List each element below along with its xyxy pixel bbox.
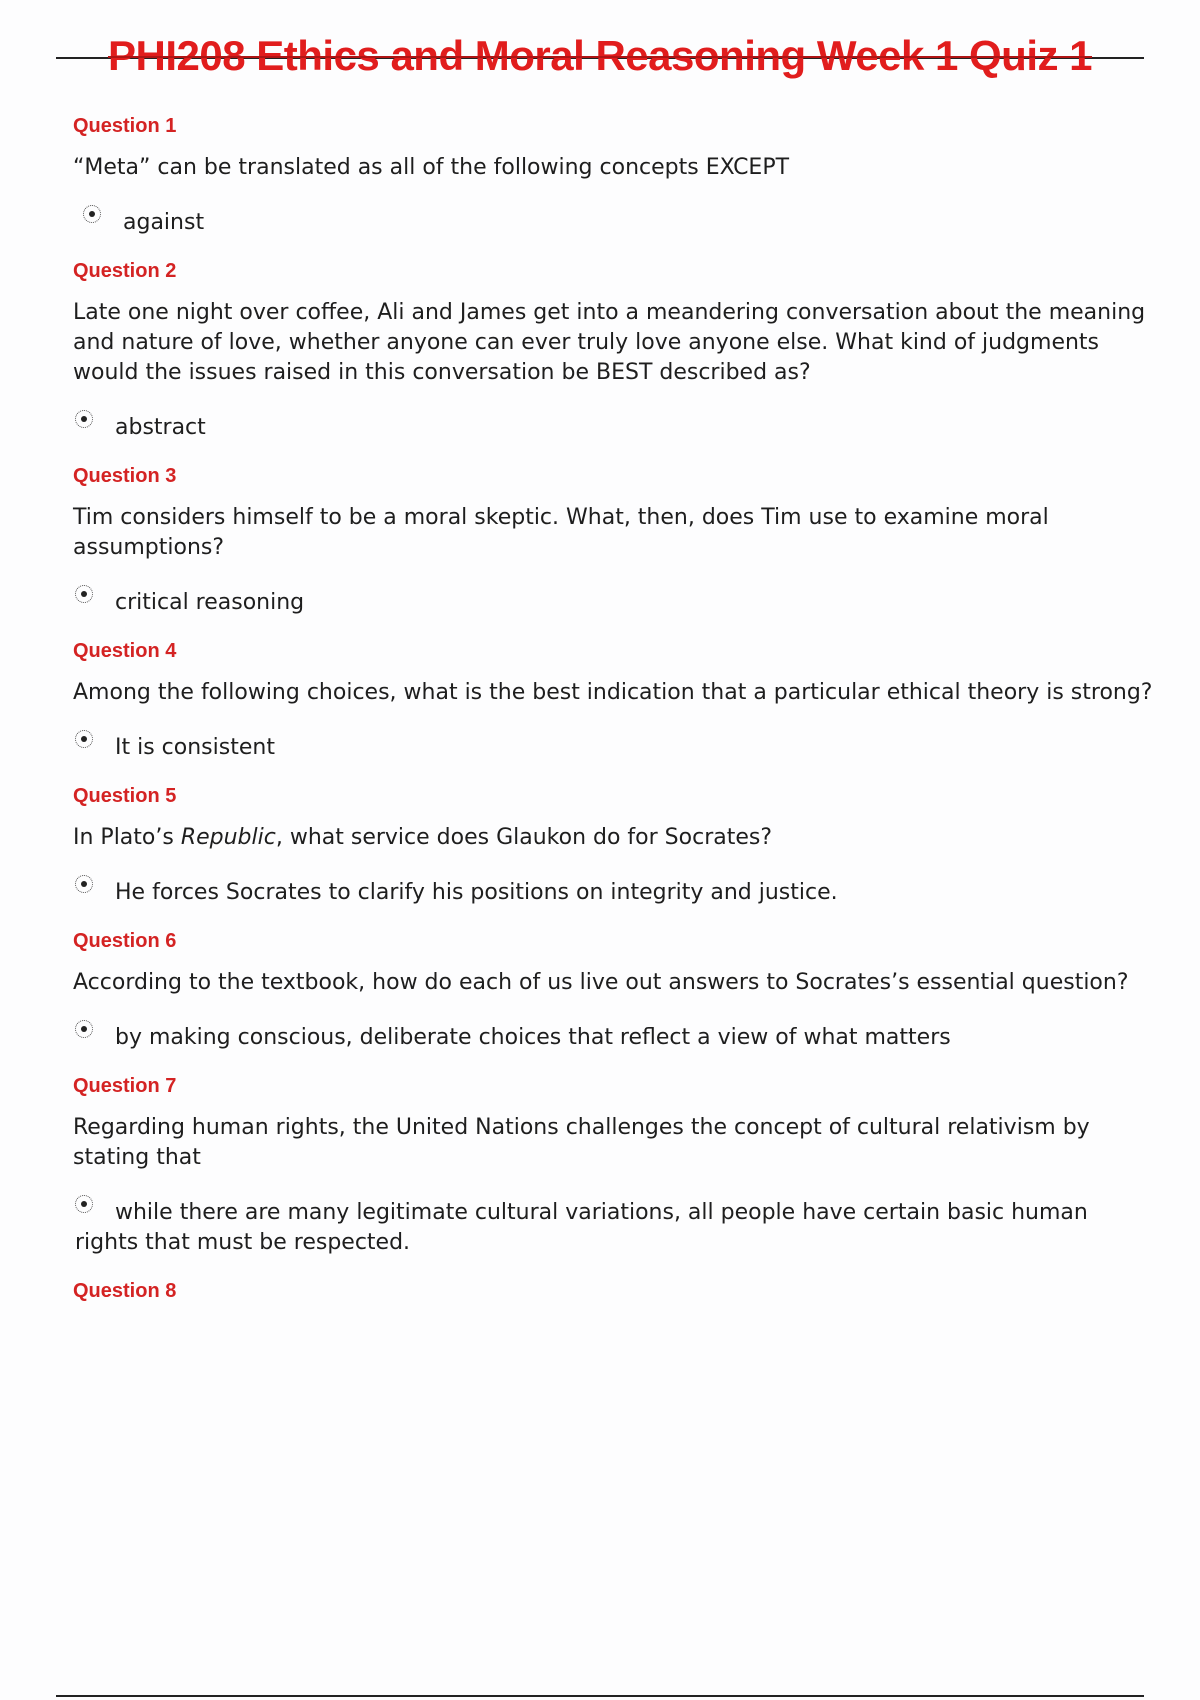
book-title: Republic [180, 825, 276, 850]
answer-text: He forces Socrates to clarify his positions on integrity and justice. [115, 880, 838, 905]
question-text: Regarding human rights, the United Nations challenges the concept of cultural relativism by stating that [73, 1115, 1090, 1170]
question-label: Question 8 [73, 1280, 177, 1302]
radio-selected-icon[interactable] [75, 1195, 93, 1213]
radio-selected-icon[interactable] [75, 875, 93, 893]
answer-text: abstract [115, 415, 206, 440]
radio-selected-icon[interactable] [75, 1020, 93, 1038]
answer-text: against [123, 210, 205, 235]
page-title: PHI208 Ethics and Moral Reasoning Week 1 Quiz 1 [107, 32, 1093, 79]
question-text-part: , what service does Glaukon do for Socrates? [275, 825, 773, 850]
question-label: Question 6 [73, 930, 177, 952]
question-block [73, 1280, 1154, 1302]
bottom-rule [56, 1695, 1144, 1697]
question-text: Late one night over coffee, Ali and James get into a meandering conversation about the meaning and nature of love, whether anyone can ever truly love anyone else. What kind of judgments would the issues raised in this conversation be BEST described as? [73, 300, 1146, 385]
radio-selected-icon[interactable] [75, 730, 93, 748]
radio-selected-icon[interactable] [83, 205, 101, 223]
question-block [73, 1075, 1154, 1258]
question-label: Question 4 [73, 640, 177, 662]
answer-option[interactable] [73, 875, 1154, 908]
question-block [73, 785, 1154, 908]
answer-option[interactable] [73, 585, 1154, 618]
question-label: Question 1 [73, 115, 177, 137]
answer-option[interactable] [73, 1195, 1154, 1258]
question-label: Question 7 [73, 1075, 177, 1097]
question-block [73, 465, 1154, 618]
question-label: Question 2 [73, 260, 177, 282]
answer-text: while there are many legitimate cultural variations, all people have certain basic human rights that must be respected. [75, 1200, 1088, 1255]
radio-selected-icon[interactable] [75, 585, 93, 603]
question-block [73, 640, 1154, 763]
question-text: Among the following choices, what is the best indication that a particular ethical theory is strong? [73, 680, 1153, 705]
radio-selected-icon[interactable] [75, 410, 93, 428]
answer-option[interactable] [73, 1020, 1154, 1053]
question-text: According to the textbook, how do each of us live out answers to Socrates’s essential question? [73, 970, 1129, 995]
question-block [73, 930, 1154, 1053]
question-text [73, 823, 1154, 853]
question-block [73, 260, 1154, 443]
question-label: Question 3 [73, 465, 177, 487]
answer-text: by making conscious, deliberate choices that reflect a view of what matters [115, 1025, 951, 1050]
answer-option[interactable] [73, 410, 1154, 443]
question-text: “Meta” can be translated as all of the following concepts EXCEPT [73, 155, 790, 180]
answer-option[interactable] [73, 205, 1154, 238]
quiz-content [73, 115, 1154, 1318]
answer-text: critical reasoning [115, 590, 305, 615]
question-block [73, 115, 1154, 238]
answer-option[interactable] [73, 730, 1154, 763]
question-text: Tim considers himself to be a moral skeptic. What, then, does Tim use to examine moral assumptions? [73, 505, 1049, 560]
question-label: Question 5 [73, 785, 177, 807]
question-text-part: In Plato’s [73, 825, 181, 850]
answer-text: It is consistent [115, 735, 275, 760]
